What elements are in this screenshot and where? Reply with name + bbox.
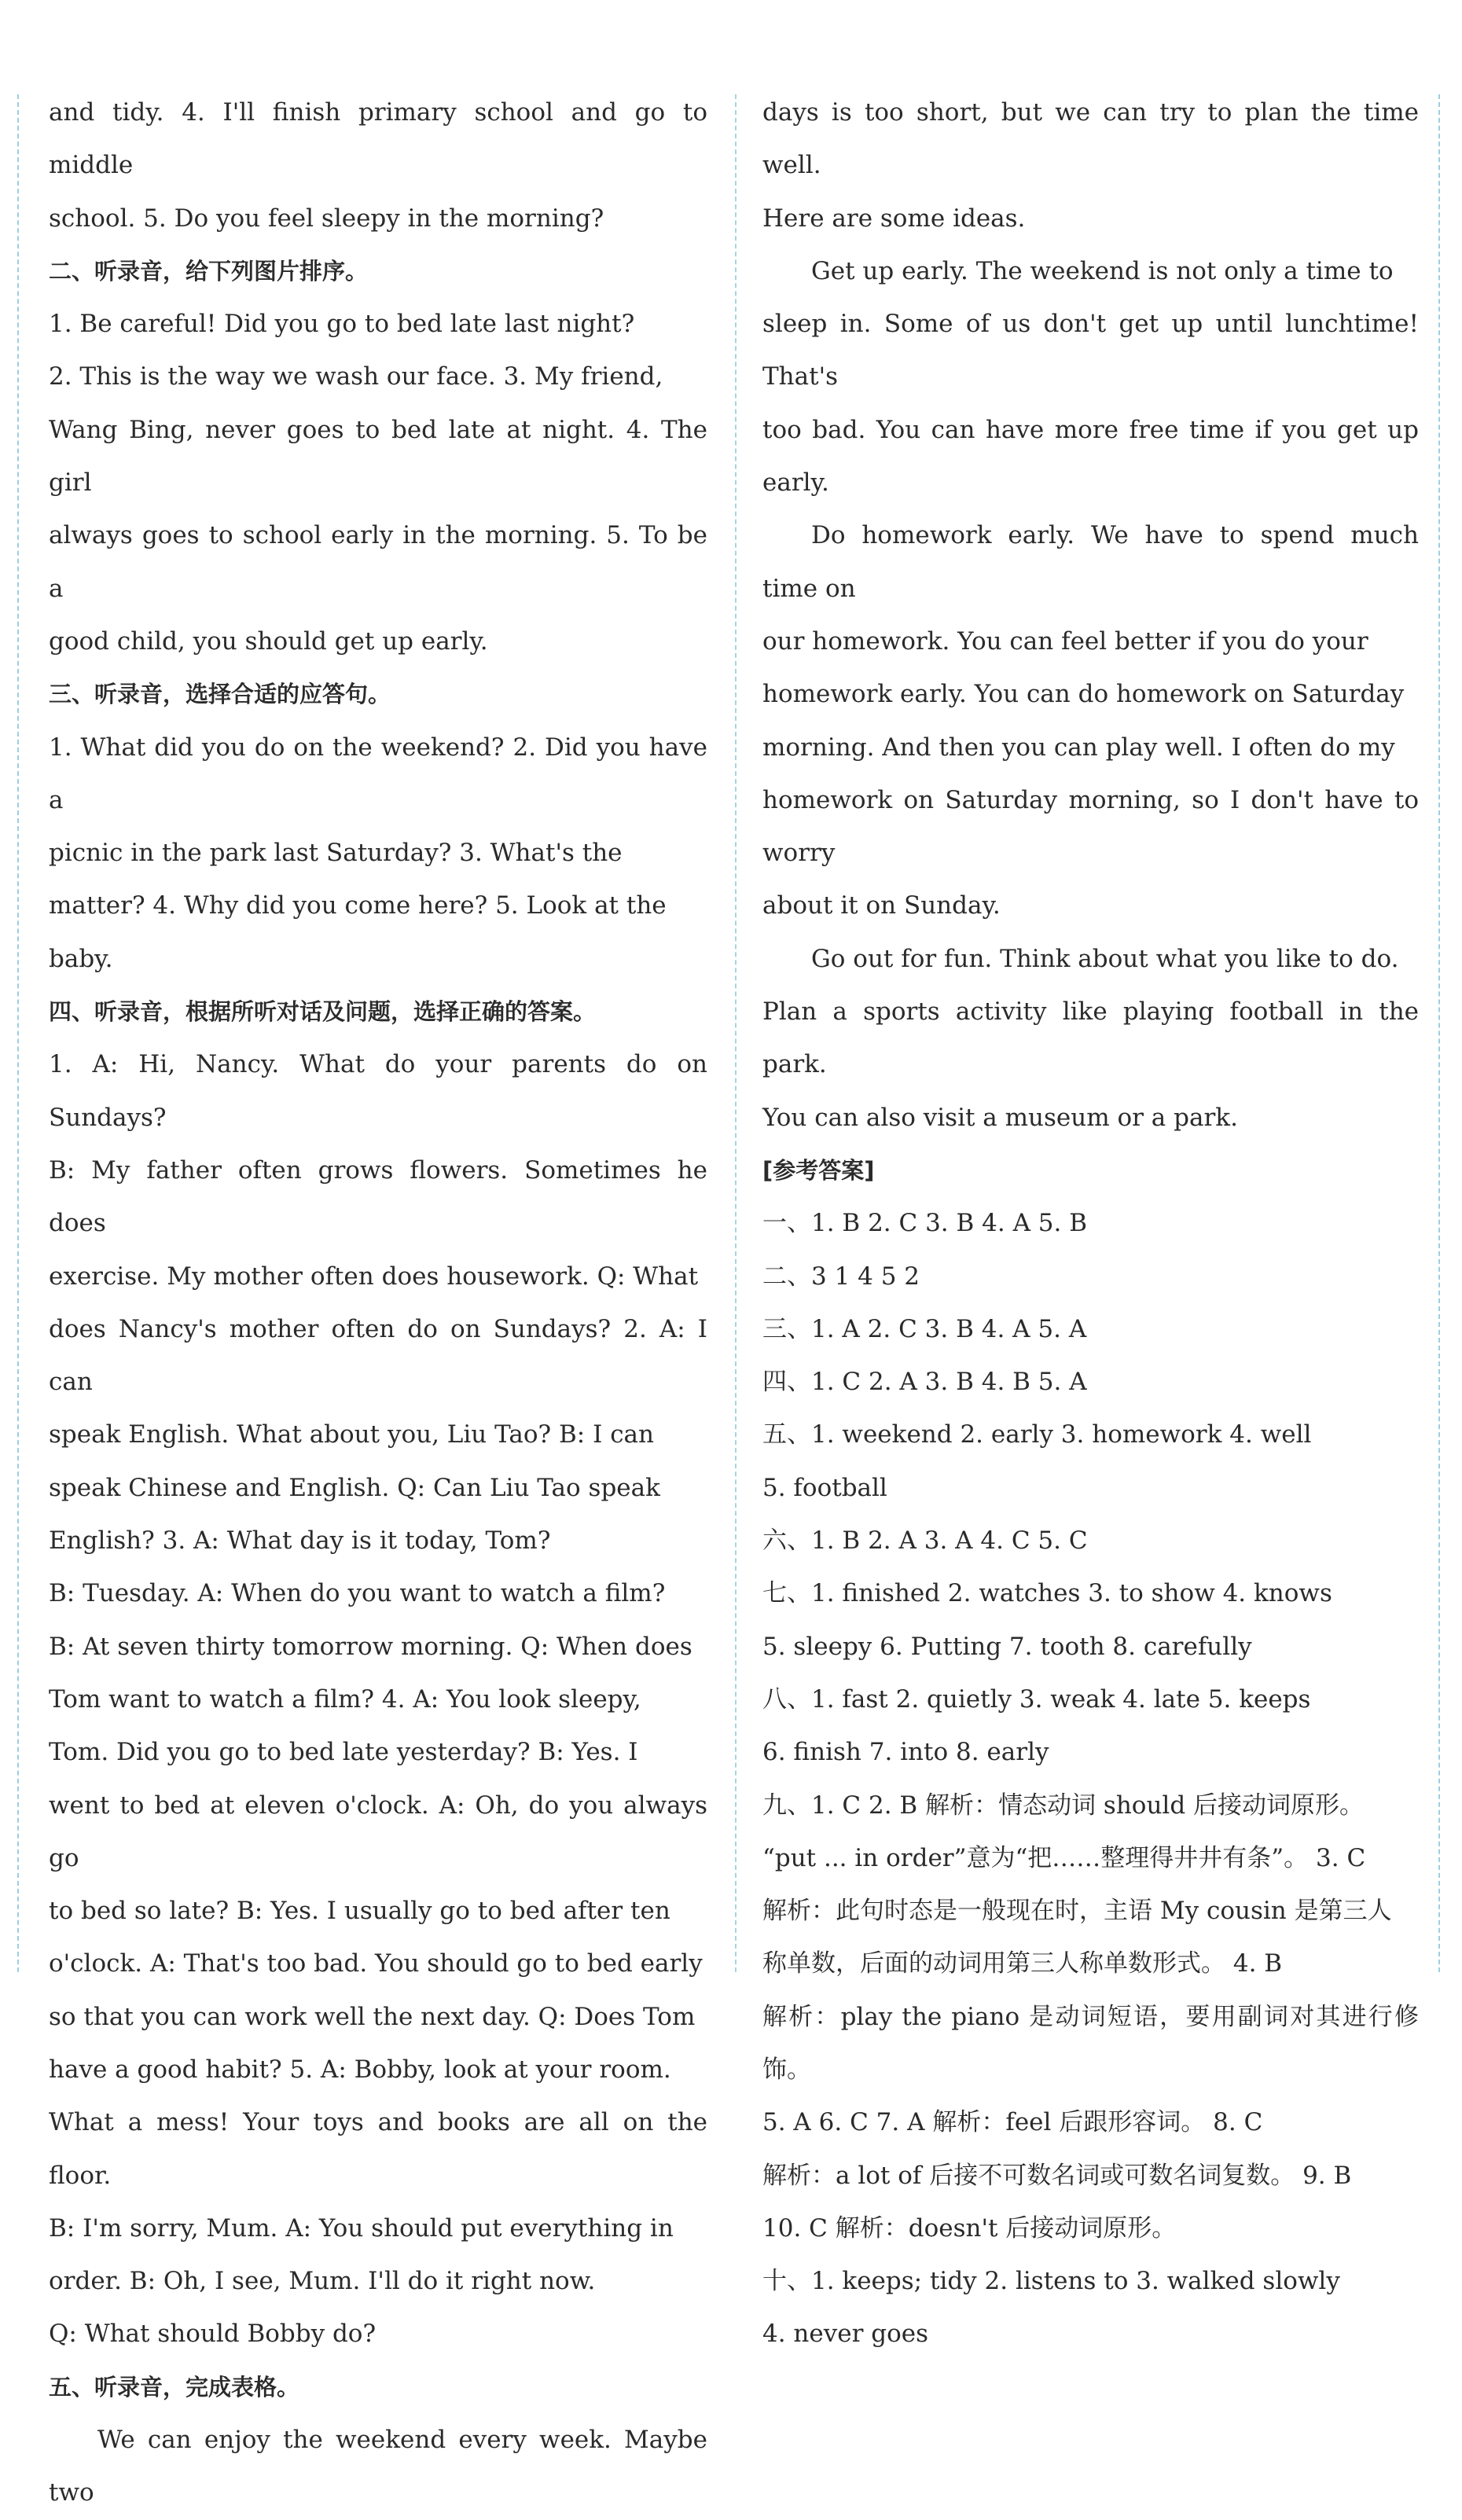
text-line: B: I'm sorry, Mum. A: You should put everything in — [49, 2213, 674, 2243]
text-line: English? 3. A: What day is it today, Tom? — [49, 1526, 551, 1556]
section-heading: 二、听录音，给下列图片排序。 — [49, 257, 369, 285]
text-line: baby. — [49, 944, 113, 973]
text-line: exercise. My mother often does housework. Q: What — [49, 1262, 699, 1291]
text-line: have a good habit? 5. A: Bobby, look at your room. — [49, 2055, 671, 2084]
answer-line: “put ... in order”意为“把……整理得井井有条”。 3. C — [762, 1843, 1366, 1872]
answer-line: 一、1. B 2. C 3. B 4. A 5. B — [762, 1209, 1088, 1238]
text-line: We can enjoy the weekend every week. Maybe two — [49, 2426, 707, 2507]
section-heading: 三、听录音，选择合适的应答句。 — [49, 681, 391, 708]
answer-line: 解析：a lot of 后接不可数名词或可数名词复数。 9. B — [762, 2161, 1352, 2190]
text-line: good child, you should get up early. — [49, 626, 488, 656]
answer-line: 六、1. B 2. A 3. A 4. C 5. C — [762, 1526, 1088, 1556]
text-line: Plan a sports activity like playing football in the park. — [762, 997, 1419, 1079]
text-line: You can also visit a museum or a park. — [762, 1103, 1238, 1132]
text-line: about it on Sunday. — [762, 891, 1001, 920]
text-line: our homework. You can feel better if you do your — [762, 626, 1368, 656]
text-line: B: Tuesday. A: When do you want to watch a film? — [49, 1579, 666, 1608]
text-line: What a mess! Your toys and books are all on the floor. — [49, 2108, 707, 2190]
text-line: 1. A: Hi, Nancy. What do your parents do on Sundays? — [49, 1050, 707, 1132]
text-line: always goes to school early in the morning. 5. To be a — [49, 521, 707, 603]
text-line: speak Chinese and English. Q: Can Liu Tao speak — [49, 1473, 660, 1502]
text-line: school. 5. Do you feel sleepy in the morning? — [49, 204, 604, 233]
left-margin-rule — [17, 94, 19, 1972]
answer-line: 八、1. fast 2. quietly 3. weak 4. late 5. keeps — [762, 1684, 1311, 1714]
answer-line: 4. never goes — [762, 2320, 929, 2349]
text-line: B: At seven thirty tomorrow morning. Q: When does — [49, 1632, 692, 1661]
answer-line: 十、1. keeps; tidy 2. listens to 3. walked slowly — [762, 2267, 1340, 2296]
text-line: Here are some ideas. — [762, 204, 1026, 233]
right-column — [762, 86, 1419, 2361]
text-line: B: My father often grows flowers. Sometimes he does — [49, 1155, 707, 1238]
answer-line: 三、1. A 2. C 3. B 4. A 5. A — [762, 1314, 1087, 1343]
text-line: days is too short, but we can try to plan the time well. — [762, 98, 1419, 180]
text-line: Get up early. The weekend is not only a time to — [811, 256, 1394, 285]
answer-line: 称单数，后面的动词用第三人称单数形式。 4. B — [762, 1949, 1283, 1978]
answer-key-heading: [参考答案] — [762, 1156, 875, 1184]
text-line: matter? 4. Why did you come here? 5. Look at the — [49, 891, 667, 920]
text-line: Tom want to watch a film? 4. A: You look sleepy, — [49, 1684, 641, 1714]
text-line: to bed so late? B: Yes. I usually go to bed after ten — [49, 1897, 670, 1926]
text-line: so that you can work well the next day. Q: Does Tom — [49, 2002, 696, 2031]
answer-line: 解析：此句时态是一般现在时，主语 My cousin 是第三人 — [762, 1897, 1392, 1926]
text-line: 1. Be careful! Did you go to bed late last night? — [49, 310, 635, 339]
column-divider — [735, 94, 737, 1972]
text-line: 1. What did you do on the weekend? 2. Did you have a — [49, 733, 707, 814]
text-line: does Nancy's mother often do on Sundays? 2. A: I can — [49, 1314, 707, 1397]
text-line: Go out for fun. Think about what you like to do. — [811, 944, 1399, 973]
answer-line: 七、1. finished 2. watches 3. to show 4. knows — [762, 1579, 1332, 1608]
answer-line: 5. football — [762, 1473, 887, 1502]
answer-line: 5. A 6. C 7. A 解析：feel 后跟形容词。 8. C — [762, 2108, 1263, 2137]
answer-line: 6. finish 7. into 8. early — [762, 1738, 1049, 1767]
answer-line: 四、1. C 2. A 3. B 4. B 5. A — [762, 1368, 1087, 1397]
text-line: Tom. Did you go to bed late yesterday? B: Yes. I — [49, 1738, 638, 1767]
section-heading: 五、听录音，完成表格。 — [49, 2373, 300, 2401]
text-line: Do homework early. We have to spend much time on — [762, 521, 1419, 603]
answer-line: 解析：play the piano 是动词短语，要用副词对其进行修饰。 — [762, 2002, 1419, 2084]
text-line: and tidy. 4. I'll finish primary school and go to middle — [49, 98, 707, 180]
text-line: 2. This is the way we wash our face. 3. My friend, — [49, 362, 663, 391]
answer-line: 二、3 1 4 5 2 — [762, 1262, 920, 1291]
answer-line: 五、1. weekend 2. early 3. homework 4. well — [762, 1420, 1312, 1449]
text-line: homework on Saturday morning, so I don't have to worry — [762, 785, 1419, 868]
text-line: o'clock. A: That's too bad. You should go to bed early — [49, 1949, 703, 1978]
left-column — [49, 86, 707, 2520]
right-margin-rule — [1438, 94, 1440, 1972]
text-line: Q: What should Bobby do? — [49, 2320, 377, 2349]
text-line: Wang Bing, never goes to bed late at night. 4. The girl — [49, 415, 707, 498]
section-heading: 四、听录音，根据所听对话及问题，选择正确的答案。 — [49, 998, 597, 1026]
answer-line: 10. C 解析：doesn't 后接动词原形。 — [762, 2213, 1177, 2243]
text-line: morning. And then you can play well. I often do my — [762, 733, 1395, 762]
text-line: sleep in. Some of us don't get up until lunchtime! That's — [762, 310, 1419, 391]
answer-line: 九、1. C 2. B 解析：情态动词 should 后接动词原形。 — [762, 1791, 1365, 1820]
text-line: went to bed at eleven o'clock. A: Oh, do you always go — [49, 1791, 707, 1872]
text-line: speak English. What about you, Liu Tao? B: I can — [49, 1420, 655, 1449]
text-line: too bad. You can have more free time if you get up early. — [762, 415, 1419, 498]
answer-line: 5. sleepy 6. Putting 7. tooth 8. carefully — [762, 1632, 1252, 1661]
text-line: homework early. You can do homework on Saturday — [762, 680, 1405, 709]
text-line: picnic in the park last Saturday? 3. What's the — [49, 839, 623, 868]
text-line: order. B: Oh, I see, Mum. I'll do it right now. — [49, 2267, 596, 2296]
